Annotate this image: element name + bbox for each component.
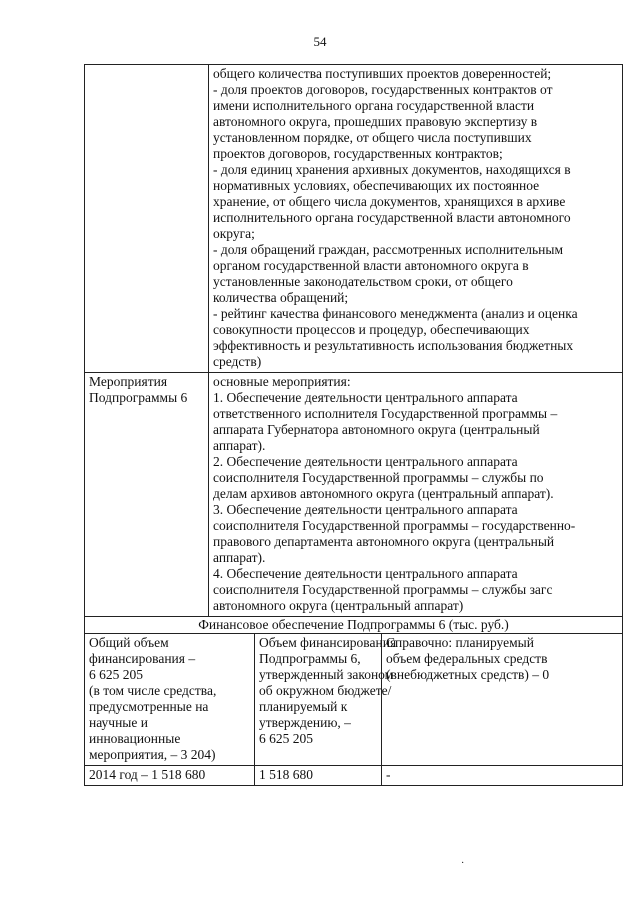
indicator-text-line: общего количества поступивших проектов доверенностей;: [213, 66, 552, 81]
measures-row: [85, 373, 623, 617]
indicator-text-line: количества обращений;: [213, 290, 349, 305]
measure-text-line: автономного округа (центральный аппарат): [213, 598, 464, 613]
page-number: 54: [313, 34, 327, 49]
financing-total-line: научные и: [89, 715, 148, 730]
financing-total-line: мероприятия, – 3 204): [89, 747, 216, 762]
indicator-text-line: совокупности процессов и процедур, обеспечивающих: [213, 322, 530, 337]
indicator-text-line: - доля проектов договоров, государственных контрактов от: [213, 82, 553, 97]
financing-header: Финансовое обеспечение Подпрограммы 6 (тыс. руб.): [85, 617, 623, 634]
financing-approved-line: Подпрограммы 6,: [259, 651, 361, 666]
indicator-text-line: проектов договоров, государственных контрактов;: [213, 146, 503, 161]
measures-label-line: Подпрограммы 6: [89, 390, 188, 405]
financing-total-cell: [85, 634, 255, 766]
indicator-text-line: средств): [213, 354, 262, 369]
financing-federal-line: (внебюджетных средств) – 0: [386, 667, 550, 682]
financing-approved-line: об окружном бюджете/: [259, 683, 392, 698]
financing-approved-line: утвержденный законом: [259, 667, 394, 682]
indicators-row: [85, 65, 623, 373]
measures-label-cell: [85, 373, 209, 617]
measures-cell: [209, 373, 623, 617]
indicator-text-line: органом государственной власти автономного округа в: [213, 258, 529, 273]
financing-total-line: Общий объем: [89, 635, 169, 650]
measure-text-line: основные мероприятия:: [213, 374, 351, 389]
indicators-cell: [209, 65, 623, 373]
measure-text-line: правового департамента автономного округа (центральный: [213, 534, 555, 549]
financing-approved-line: Объем финансирования: [259, 635, 397, 650]
measure-text-line: соисполнителя Государственной программы – государственно-: [213, 518, 576, 533]
year-2014-amount: 1 518 680: [255, 766, 382, 786]
measure-text-line: делам архивов автономного округа (центральный аппарат).: [213, 486, 554, 501]
financing-federal-cell: [382, 634, 623, 766]
year-2014-federal: -: [382, 766, 623, 786]
financing-federal-line: Справочно: планируемый: [386, 635, 534, 650]
measures-label-line: Мероприятия: [89, 374, 168, 389]
financing-total-line: 6 625 205: [89, 667, 143, 682]
indicators-label-cell: [85, 65, 209, 373]
measure-text-line: ответственного исполнителя Государственной программы –: [213, 406, 558, 421]
measure-text-line: аппарат).: [213, 550, 266, 565]
indicator-text-line: - рейтинг качества финансового менеджмента (анализ и оценка: [213, 306, 578, 321]
financing-total-line: предусмотренные на: [89, 699, 209, 714]
financing-approved-line: утверждению, –: [259, 715, 351, 730]
measure-text-line: 3. Обеспечение деятельности центрального аппарата: [213, 502, 518, 517]
subprogram-passport-table: [84, 64, 623, 786]
financing-total-line: инновационные: [89, 731, 181, 746]
financing-approved-line: планируемый к: [259, 699, 348, 714]
indicator-text-line: установленные законодательством сроки, от общего: [213, 274, 513, 289]
financing-header-row: [85, 617, 623, 634]
indicator-text-line: округа;: [213, 226, 255, 241]
financing-approved-cell: [255, 634, 397, 766]
indicator-text-line: нормативных условиях, обеспечивающих их постоянное: [213, 178, 540, 193]
financing-year-row: [85, 766, 623, 786]
indicator-text-line: - доля единиц хранения архивных документов, находящихся в: [213, 162, 571, 177]
financing-approved-line: 6 625 205: [259, 731, 313, 746]
measure-text-line: аппарат).: [213, 438, 266, 453]
measure-text-line: аппарата Губернатора автономного округа (центральный: [213, 422, 540, 437]
measure-text-line: 4. Обеспечение деятельности центрального аппарата: [213, 566, 518, 581]
financing-summary-row: [85, 634, 623, 766]
indicator-text-line: установленном порядке, от общего числа поступивших: [213, 130, 532, 145]
financing-total-line: (в том числе средства,: [89, 683, 217, 698]
measure-text-line: 2. Обеспечение деятельности центрального аппарата: [213, 454, 518, 469]
measure-text-line: 1. Обеспечение деятельности центрального аппарата: [213, 390, 518, 405]
measure-text-line: соисполнителя Государственной программы – службы загс: [213, 582, 553, 597]
scan-mark: ·: [461, 858, 465, 869]
year-2014-label: 2014 год – 1 518 680: [85, 766, 255, 786]
indicator-text-line: исполнительного органа государственной власти автономного: [213, 210, 571, 225]
measure-text-line: соисполнителя Государственной программы – службы по: [213, 470, 544, 485]
indicator-text-line: эффективность и результативность использования бюджетных: [213, 338, 574, 353]
indicator-text-line: хранение, от общего числа документов, хранящихся в архиве: [213, 194, 566, 209]
indicator-text-line: имени исполнительного органа государственной власти: [213, 98, 535, 113]
indicator-text-line: - доля обращений граждан, рассмотренных исполнительным: [213, 242, 563, 257]
financing-federal-line: объем федеральных средств: [386, 651, 548, 666]
financing-total-line: финансирования –: [89, 651, 196, 666]
indicator-text-line: автономного округа, прошедших правовую экспертизу в: [213, 114, 538, 129]
